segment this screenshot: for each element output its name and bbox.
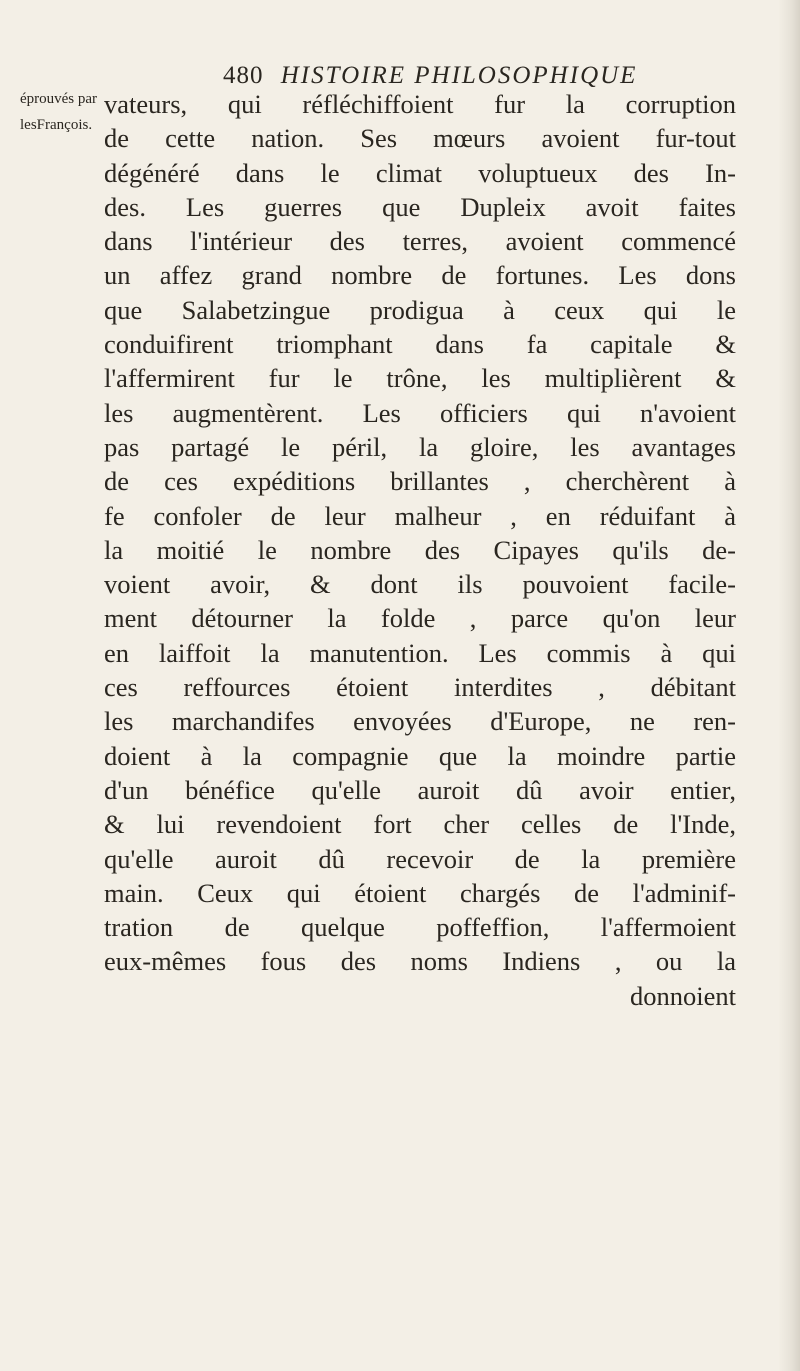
body-line: & lui revendoient fort cher celles de l'Inde, [104, 809, 736, 840]
body-line: vateurs, qui réfléchiffoient fur la corruption [104, 89, 736, 119]
body-line: ces reffources étoient interdites , débitant [104, 672, 736, 703]
body-line: doient à la compagnie que la moindre partie [104, 740, 736, 771]
body-line: la moitié le nombre des Cipayes qu'ils de- [104, 534, 736, 565]
body-line: de ces expéditions brillantes , cherchèrent à [104, 466, 736, 497]
body-line: fe confoler de leur malheur , en réduifant à [104, 500, 736, 531]
body-line: un affez grand nombre de fortunes. Les dons [104, 260, 736, 291]
body-line: dégénéré dans le climat voluptueux des In- [104, 157, 736, 188]
running-title: HISTOIRE PHILOSOPHIQUE [280, 62, 638, 89]
body-line: main. Ceux qui étoient chargés de l'adminif- [104, 877, 736, 908]
page-edge-shadow [778, 0, 800, 1371]
margin-note-line-1: éprouvés par [20, 91, 98, 107]
body-text [104, 87, 736, 1013]
body-line: d'un bénéfice qu'elle auroit dû avoir entier, [104, 774, 736, 805]
body-line: des. Les guerres que Dupleix avoit faites [104, 191, 736, 222]
body-line: que Salabetzingue prodigua à ceux qui le [104, 294, 736, 325]
body-line: pas partagé le péril, la gloire, les avantages [104, 431, 736, 462]
body-line: l'affermirent fur le trône, les multiplièrent & [104, 363, 736, 394]
catchword: donnoient [630, 980, 736, 1011]
body-line: ment détourner la folde , parce qu'on leur [104, 603, 736, 634]
margin-note-line-2: lesFrançois. [20, 117, 93, 133]
running-head [223, 62, 637, 90]
body-line: les augmentèrent. Les officiers qui n'avoient [104, 397, 736, 428]
margin-note [20, 86, 102, 138]
body-line: tration de quelque poffeffion, l'affermoient [104, 912, 736, 943]
body-line: eux-mêmes fous des noms Indiens , ou la [104, 946, 736, 977]
body-line: de cette nation. Ses mœurs avoient fur-tout [104, 123, 736, 154]
body-line: en laiffoit la manutention. Les commis à qui [104, 637, 736, 668]
body-line: qu'elle auroit dû recevoir de la première [104, 843, 736, 874]
page-number: 480 [223, 62, 264, 89]
body-line: conduifirent triomphant dans fa capitale & [104, 329, 736, 360]
body-line: dans l'intérieur des terres, avoient commencé [104, 226, 736, 257]
body-line: voient avoir, & dont ils pouvoient facile- [104, 569, 736, 600]
body-line: les marchandifes envoyées d'Europe, ne ren- [104, 706, 736, 737]
